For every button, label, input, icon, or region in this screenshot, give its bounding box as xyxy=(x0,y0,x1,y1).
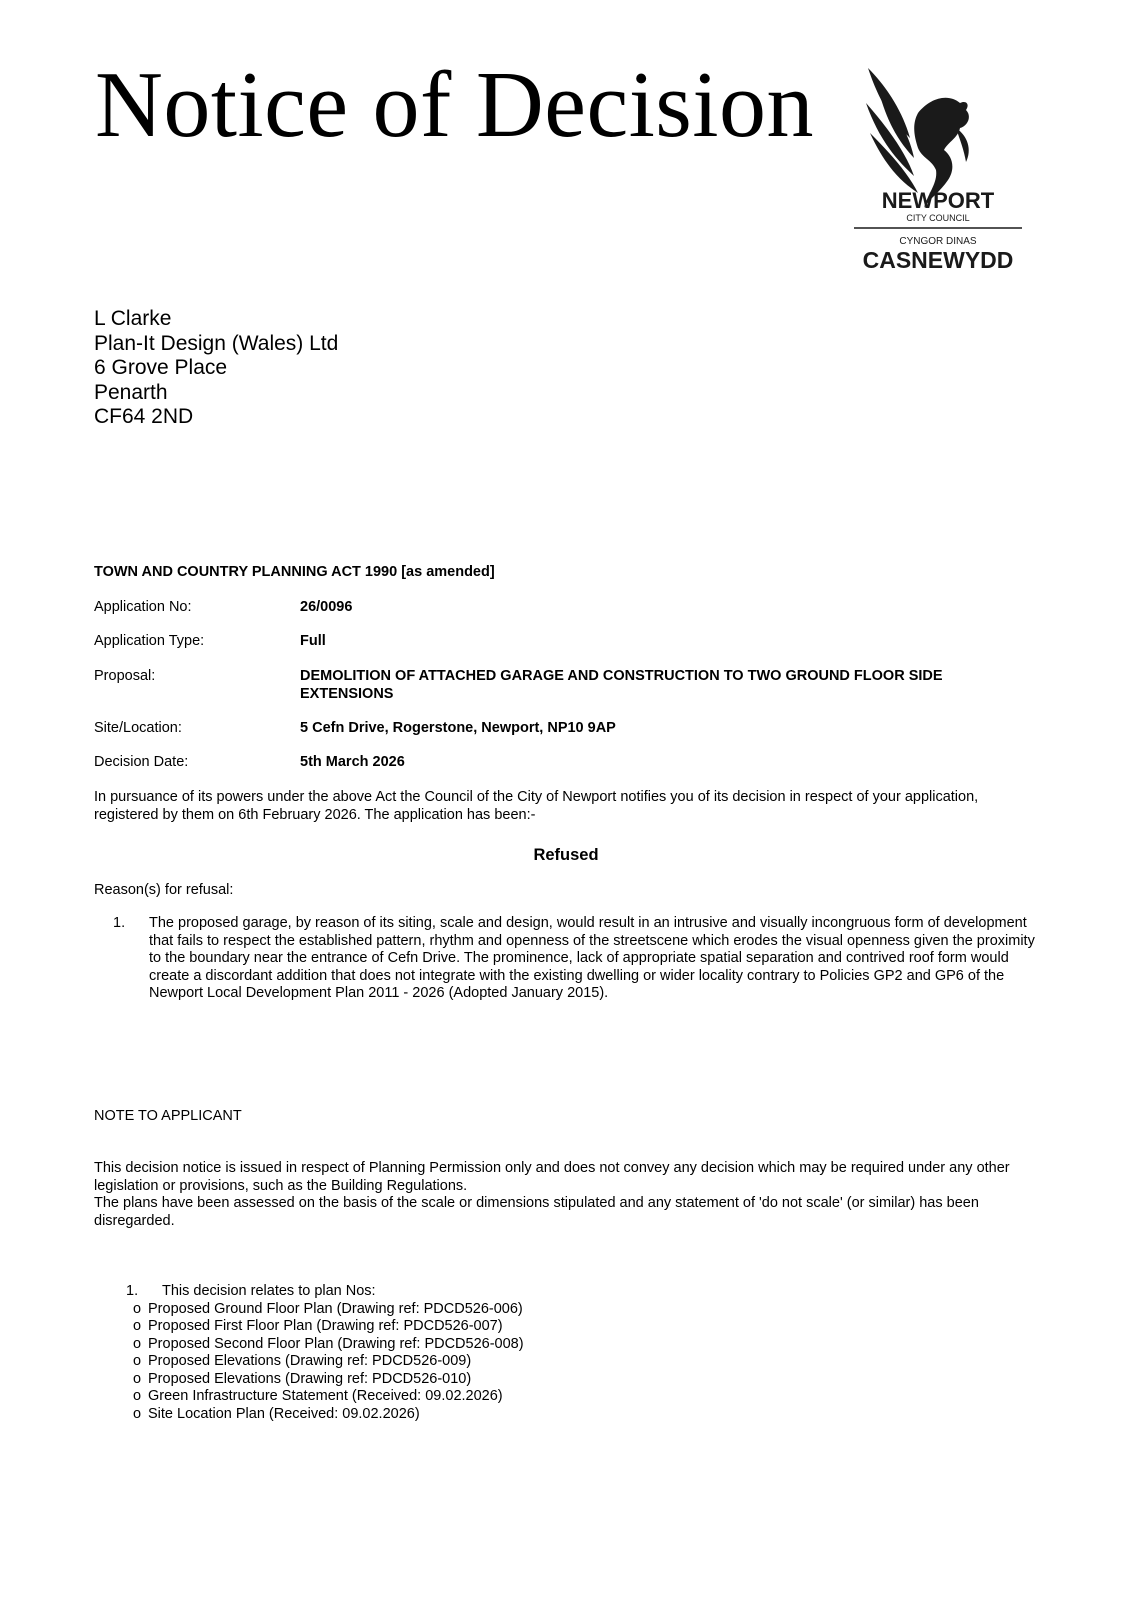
plan-list xyxy=(126,1283,524,1423)
list-item: o Green Infrastructure Statement (Received: 09.02.2026) xyxy=(133,1388,503,1404)
logo-line1: NEWPORT xyxy=(881,188,995,213)
address-line: Plan-It Design (Wales) Ltd xyxy=(94,331,339,355)
detail-value: Full xyxy=(300,633,326,649)
address-line: 6 Grove Place xyxy=(94,356,228,379)
list-item: o Site Location Plan (Received: 09.02.2026) xyxy=(133,1405,420,1422)
decision-result: Refused xyxy=(533,846,599,864)
detail-label: Application No: xyxy=(94,599,192,615)
page-title: Notice of Decision xyxy=(95,53,815,157)
reason-text: The proposed garage, by reason of its siting, scale and design, would result in an intrusive and visually incongruous form of development that fails to respect the established pattern, rhythm and openness of the streetscene which erodes the visual openness given the proximity to the boundary near the entrance of Cefn Drive. The prominence, lack of appropriate spatial separation and contrived roof form would create a discordant addition that does not integrate with the existing dwelling or wider locality contrary to Policies GP2 and GP6 of the Newport Local Development Plan 2011 - 2026 (Adopted January 2015). xyxy=(149,915,1035,1001)
note-paragraph xyxy=(94,1160,1034,1230)
logo-line4: CASNEWYDD xyxy=(862,247,1014,273)
plan-list-title: This decision relates to plan Nos: xyxy=(162,1283,376,1299)
dragon-wing-emblem xyxy=(866,68,969,208)
detail-label: Application Type: xyxy=(94,633,205,649)
logo-line2: CITY COUNCIL xyxy=(906,213,970,223)
reason-number: 1. xyxy=(113,915,126,931)
note-paragraph-2: The plans have been assessed on the basis of the scale or dimensions stipulated and any statement of 'do not scale' (or similar) has been disregarded. xyxy=(94,1195,979,1229)
detail-label: Site/Location: xyxy=(94,720,182,736)
address-line: CF64 2ND xyxy=(94,405,194,428)
note-heading: NOTE TO APPLICANT xyxy=(94,1108,242,1124)
detail-label: Proposal: xyxy=(94,668,156,684)
detail-value: 5th March 2026 xyxy=(300,754,405,770)
detail-value: DEMOLITION OF ATTACHED GARAGE AND CONSTRUCTION TO TWO GROUND FLOOR SIDE EXTENSIONS xyxy=(300,668,943,702)
list-item: o Proposed Second Floor Plan (Drawing ref: PDCD526-008) xyxy=(133,1335,524,1352)
list-item: o Proposed Elevations (Drawing ref: PDCD526-010) xyxy=(133,1370,472,1387)
newport-city-council-logo xyxy=(848,58,1028,280)
plan-list-number: 1. xyxy=(126,1283,139,1299)
list-item: o Proposed Ground Floor Plan (Drawing ref: PDCD526-006) xyxy=(133,1300,523,1317)
address-line: L Clarke xyxy=(94,307,172,330)
address-line: Penarth xyxy=(94,380,168,404)
recipient-address xyxy=(94,307,338,430)
detail-value: 5 Cefn Drive, Rogerstone, Newport, NP10 9AP xyxy=(300,720,616,736)
note-paragraph-1: This decision notice is issued in respect of Planning Permission only and does not convey any decision which may be required under any other legislation or provisions, such as the Building Regulations. xyxy=(94,1160,1010,1194)
intro-paragraph: In pursuance of its powers under the above Act the Council of the City of Newport notifies you of its decision in respect of your application, registered by them on 6th February 2026. The application has been:- xyxy=(94,789,979,823)
reasons-label: Reason(s) for refusal: xyxy=(94,882,234,898)
list-item: o Proposed First Floor Plan (Drawing ref: PDCD526-007) xyxy=(133,1318,503,1334)
plan-list-heading xyxy=(126,1283,524,1301)
detail-label: Decision Date: xyxy=(94,754,189,770)
logo-line3: CYNGOR DINAS xyxy=(899,236,977,247)
detail-value: 26/0096 xyxy=(300,599,353,615)
list-item: o Proposed Elevations (Drawing ref: PDCD526-009) xyxy=(133,1353,472,1369)
act-heading: TOWN AND COUNTRY PLANNING ACT 1990 [as amended] xyxy=(94,564,495,580)
